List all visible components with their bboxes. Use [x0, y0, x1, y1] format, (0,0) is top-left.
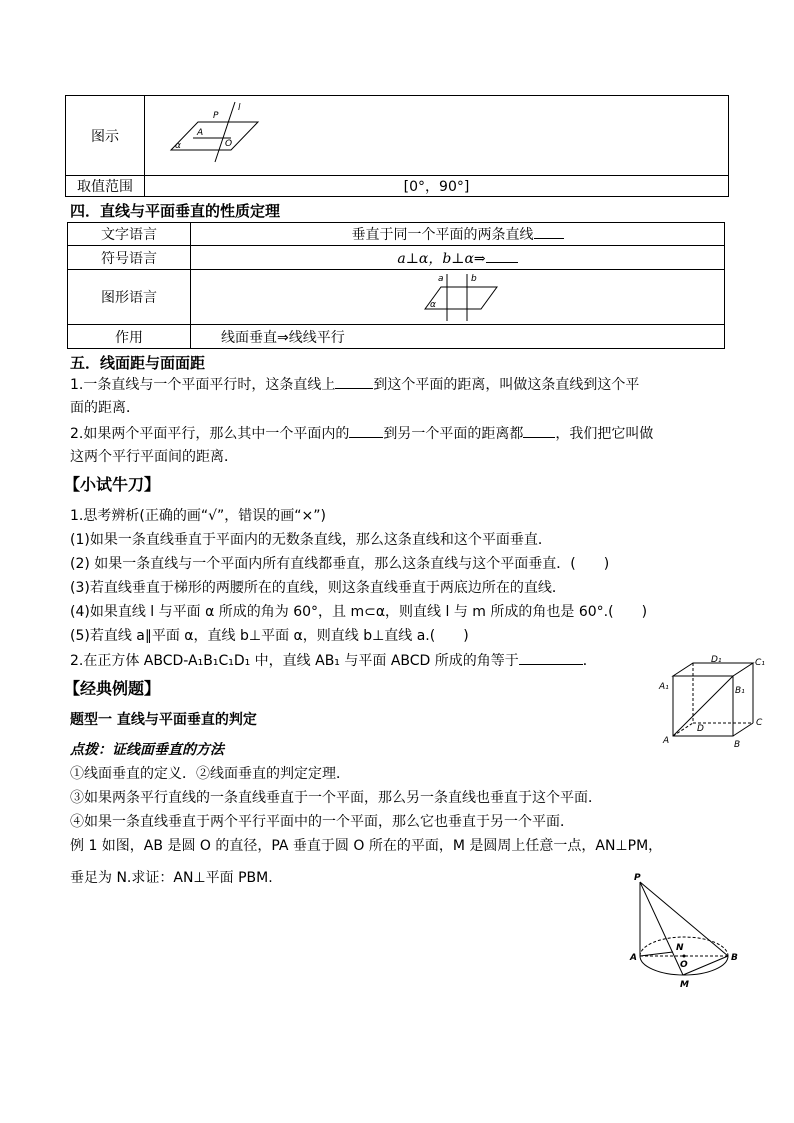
label-symbol-lang: 符号语言 [68, 246, 191, 270]
property-table [67, 222, 725, 349]
statement-5: (5)若直线 a∥平面 α，直线 b⊥平面 α，则直线 b⊥直线 a.( ) [70, 628, 469, 644]
svg-text:A: A [630, 953, 637, 963]
value-symbol-lang: a⊥α，b⊥α⇒ [191, 246, 725, 270]
value-function: 线面垂直⇒线线平行 [191, 325, 725, 349]
value-text-lang: 垂直于同一个平面的两条直线 [191, 223, 725, 246]
svg-text:P: P [634, 873, 641, 883]
statement-4: (4)如果直线 l 与平面 α 所成的角为 60°，且 m⊂α，则直线 l 与 m 所成的角也是 60°.( ) [70, 604, 648, 620]
svg-text:B: B [734, 740, 741, 750]
label-graphic-lang: 图形语言 [68, 270, 191, 325]
tip-1: ①线面垂直的定义．②线面垂直的判定定理． [70, 766, 350, 782]
svg-text:α: α [430, 300, 436, 310]
value-graphic-lang [191, 270, 725, 325]
q1-title: 1.思考辨析(正确的画“√”，错误的画“×”) [70, 508, 326, 524]
cube-figure [655, 655, 770, 750]
example1-line2: 垂足为 N.求证：AN⊥平面 PBM. [70, 870, 273, 886]
section5-heading: 五．线面距与面面距 [70, 354, 206, 372]
section5-p2-line1: 2.如果两个平面平行，那么其中一个平面内的 到另一个平面的距离都 ，我们把它叫做 [70, 423, 653, 444]
section5-p1-line1: 1.一条直线与一个平面平行时，这条直线上 到这个平面的距离，叫做这条直线到这个平 [70, 374, 639, 395]
svg-text:l: l [238, 103, 241, 113]
svg-text:N: N [676, 943, 684, 953]
tip-title: 点拨：证线面垂直的方法 [70, 742, 224, 758]
label-text-lang: 文字语言 [68, 223, 191, 246]
svg-text:b: b [471, 274, 477, 284]
svg-text:C: C [756, 718, 763, 728]
row-label-figure: 图示 [66, 96, 145, 176]
parallel-lines-figure [421, 271, 501, 323]
svg-text:O: O [680, 960, 688, 970]
statement-2: (2) 如果一条直线与一个平面内所有直线都垂直，那么这条直线与这个平面垂直．( ) [70, 556, 610, 572]
label-function: 作用 [68, 325, 191, 349]
section5-p2-line2: 这两个平行平面间的距离． [70, 449, 238, 465]
svg-text:C₁: C₁ [755, 658, 765, 668]
tip-4: ④如果一条直线垂直于两个平行平面中的一个平面，那么它也垂直于另一个平面． [70, 814, 574, 830]
svg-text:P: P [213, 111, 219, 121]
svg-text:B: B [731, 953, 738, 963]
section4-heading: 四．直线与平面垂直的性质定理 [70, 202, 281, 220]
cone-figure [628, 870, 743, 990]
svg-text:A: A [197, 128, 204, 138]
type1-heading: 题型一 直线与平面垂直的判定 [70, 712, 257, 728]
statement-3: (3)若直线垂直于梯形的两腰所在的直线，则这条直线垂直于两底边所在的直线． [70, 580, 566, 596]
svg-text:O: O [225, 139, 233, 149]
figure-cell [145, 96, 729, 176]
section5-p1-line2: 面的距离． [70, 400, 140, 416]
svg-text:D₁: D₁ [711, 655, 722, 665]
row-label-range: 取值范围 [66, 176, 145, 197]
svg-text:A₁: A₁ [659, 682, 669, 692]
range-value: [0°，90°] [145, 176, 729, 197]
svg-text:A: A [663, 736, 670, 746]
svg-text:D: D [697, 724, 704, 734]
svg-text:α: α [175, 141, 181, 151]
svg-text:B₁: B₁ [735, 686, 745, 696]
tip-3: ③如果两条平行直线的一条直线垂直于一个平面，那么另一条直线也垂直于这个平面． [70, 790, 602, 806]
example1-line1: 例 1 如图，AB 是圆 O 的直径，PA 垂直于圆 O 所在的平面，M 是圆周上任意一点，AN⊥PM， [70, 838, 663, 854]
practice-heading: 【小试牛刀】 [64, 475, 161, 494]
statement-1: (1)如果一条直线垂直于平面内的无数条直线，那么这条直线和这个平面垂直． [70, 532, 552, 548]
plane-line-figure [153, 100, 273, 170]
svg-text:M: M [680, 980, 689, 990]
angle-table [65, 95, 729, 197]
question-2: 2.在正方体 ABCD-A₁B₁C₁D₁ 中，直线 AB₁ 与平面 ABCD 所成的角等于 ． [70, 650, 597, 671]
svg-text:a: a [438, 274, 444, 284]
examples-heading: 【经典例题】 [64, 679, 161, 698]
